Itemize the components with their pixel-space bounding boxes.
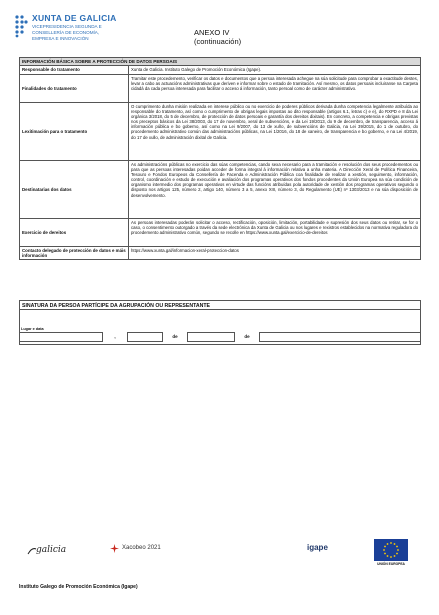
row-value: O cumprimento dunha misión realizada en interese público ou no exercicio de poderes públicos derivada dunha competencia legalmente atribuída ao responsable do tratamento, así como o cumprimento de obrigas legais impostas ao dito responsable (artigos 6.1, letras c) e e), do RXPD e 8 da Lei orgánica 3/2018, do 5 de decembro, de protección de datos persoais e garantía dos dereitos dixitais). En concreto, a competencia e obrigas previstas nos preceptos básicos da Lei 38/2003, do 17 de novembro, xeral de subvencións, e da Lei 19/2013, do 9 de decembro, de transparencia, acceso á información pública e bo goberno, así como na Lei 9/2007, do 13 de xuño, de subvencións de Galicia, na Lei 39/2015, do 1 de outubro, do procedemento administrativo común das administracións públicas, na Lei 1/2016, do 18 de xaneiro, de transparencia e bo goberno, e na Lei 4/2019, do 17 de xullo, de administración dixital de Galicia. <box>131 104 418 140</box>
logo-subtitle <box>32 24 102 42</box>
eu-flag-icon <box>374 539 408 561</box>
logo-sub-line-3: EMPRESA E INNOVACIÓN <box>32 36 89 41</box>
data-protection-table <box>19 57 421 260</box>
row-value: https://www.xunta.gal/informacion-xeral-proteccion-datos <box>131 248 239 253</box>
galicia-logo: galicia <box>36 545 67 555</box>
xacobeo-logo: Xacobeo 2021 <box>122 545 161 551</box>
table-row <box>20 219 420 247</box>
organization-name: Instituto Galego de Promoción Económica (Igape) <box>19 584 138 590</box>
row-label: Responsable do tratamento <box>20 66 129 74</box>
place-date-fields <box>19 332 421 342</box>
year-field[interactable] <box>259 332 421 342</box>
row-label: Exercicio de dereitos <box>20 219 129 246</box>
row-value: As persoas interesadas poderán solicitar o acceso, rectificación, oposición, limitación, portabilidade e supresión dos seus datos ou retirar, se for o caso, o consentimento outorgado a través da sede electrónica da Xunta de Galicia ou nos lugares e rexistros establecidos na normativa reguladora do procedemento administrativo común, segundo se recolle en https://www.xunta.gal/exercicio-de-dereitos <box>131 220 418 236</box>
row-value: Tramitar este procedemento, verificar os datos e documentos que a persoa interesada achegue na súa solicitude para comprobar a exactitude destes, levar a cabo as actuacións administrativas que deriven e informar sobre o estado de tramitación. Así mesmo, os datos persoais incluiranse na Carpeta cidadá da cada persoa interesada para facilitar o acceso á información, tanto persoal como de carácter administrativo. <box>131 76 418 92</box>
day-field[interactable] <box>127 332 163 342</box>
month-field[interactable] <box>187 332 235 342</box>
xunta-logo-icon <box>14 14 28 38</box>
logo-title: XUNTA DE GALICIA <box>32 13 117 23</box>
table-row <box>20 161 420 219</box>
row-label: Finalidades do tratamento <box>20 75 129 102</box>
place-date-label: Lugar e data <box>21 327 44 331</box>
comma-separator: , <box>114 334 116 339</box>
table-row <box>20 103 420 161</box>
logo-sub-line-2: CONSELLERÍA DE ECONOMÍA, <box>32 30 100 35</box>
row-label: Contacto delegado de protección de datos e máis información <box>20 247 129 259</box>
footer-logos <box>19 535 421 575</box>
row-label: Destinatarias dos datos <box>20 161 129 218</box>
annex-subtitle: (continuación) <box>194 37 242 46</box>
table-row <box>20 66 420 75</box>
row-label: Lexitimación para o tratamento <box>20 103 129 160</box>
place-field[interactable] <box>19 332 103 342</box>
eu-label: UNIÓN EUROPEA <box>377 562 405 566</box>
annex-heading <box>194 28 241 46</box>
logo-sub-line-1: VICEPRESIDENCIA SEGUNDA E <box>32 24 102 29</box>
xacobeo-logo-icon <box>109 543 120 554</box>
row-value: As administracións públicas no exercicio das súas competencias, cando sexa necesario para a tramitación e resolución dos seus procedementos ou para que as persoas interesadas poidan acceder de forma integral á información relativa a unha materia. A Dirección Xeral de Política Financeira, Tesouro e Fondos Europeos da Consellería de Facenda e Administración Pública coa finalidade de realizar a xestión, seguimento, información, control, coordinación e estudo de execución e avaliación dos programas operativos dos fondos procedentes da Unión Europea na súa condición de organismo intermedio dos programas operativos en virtude das funcións atribuídas pola autoridade de xestión dos programas operativos segundo o disposto nos artigos 125, número 2, artigo 140, número 3 a 5, anexo XIII, número 3, do Regulamento (UE) nº 1303/2013 e na súa disposición de desenvolvemento. <box>131 162 418 198</box>
igape-logo: igape <box>307 543 328 552</box>
de-separator-2: de <box>244 334 250 339</box>
place-date-section <box>19 327 421 343</box>
data-protection-title: INFORMACIÓN BÁSICA SOBRE A PROTECCIÓN DE DATOS PERSOAIS <box>20 58 420 66</box>
signature-title: SINATURA DA PERSOA PARTÍCIPE DA AGRUPACIÓN OU REPRESENTANTE <box>20 301 420 310</box>
annex-title: ANEXO IV <box>194 28 230 37</box>
row-value: Xunta de Galicia. Instituto Galego de Promoción Económica (Igape). <box>131 67 262 72</box>
table-row <box>20 75 420 103</box>
document-header <box>14 12 424 52</box>
table-row <box>20 247 420 259</box>
de-separator-1: de <box>172 334 178 339</box>
